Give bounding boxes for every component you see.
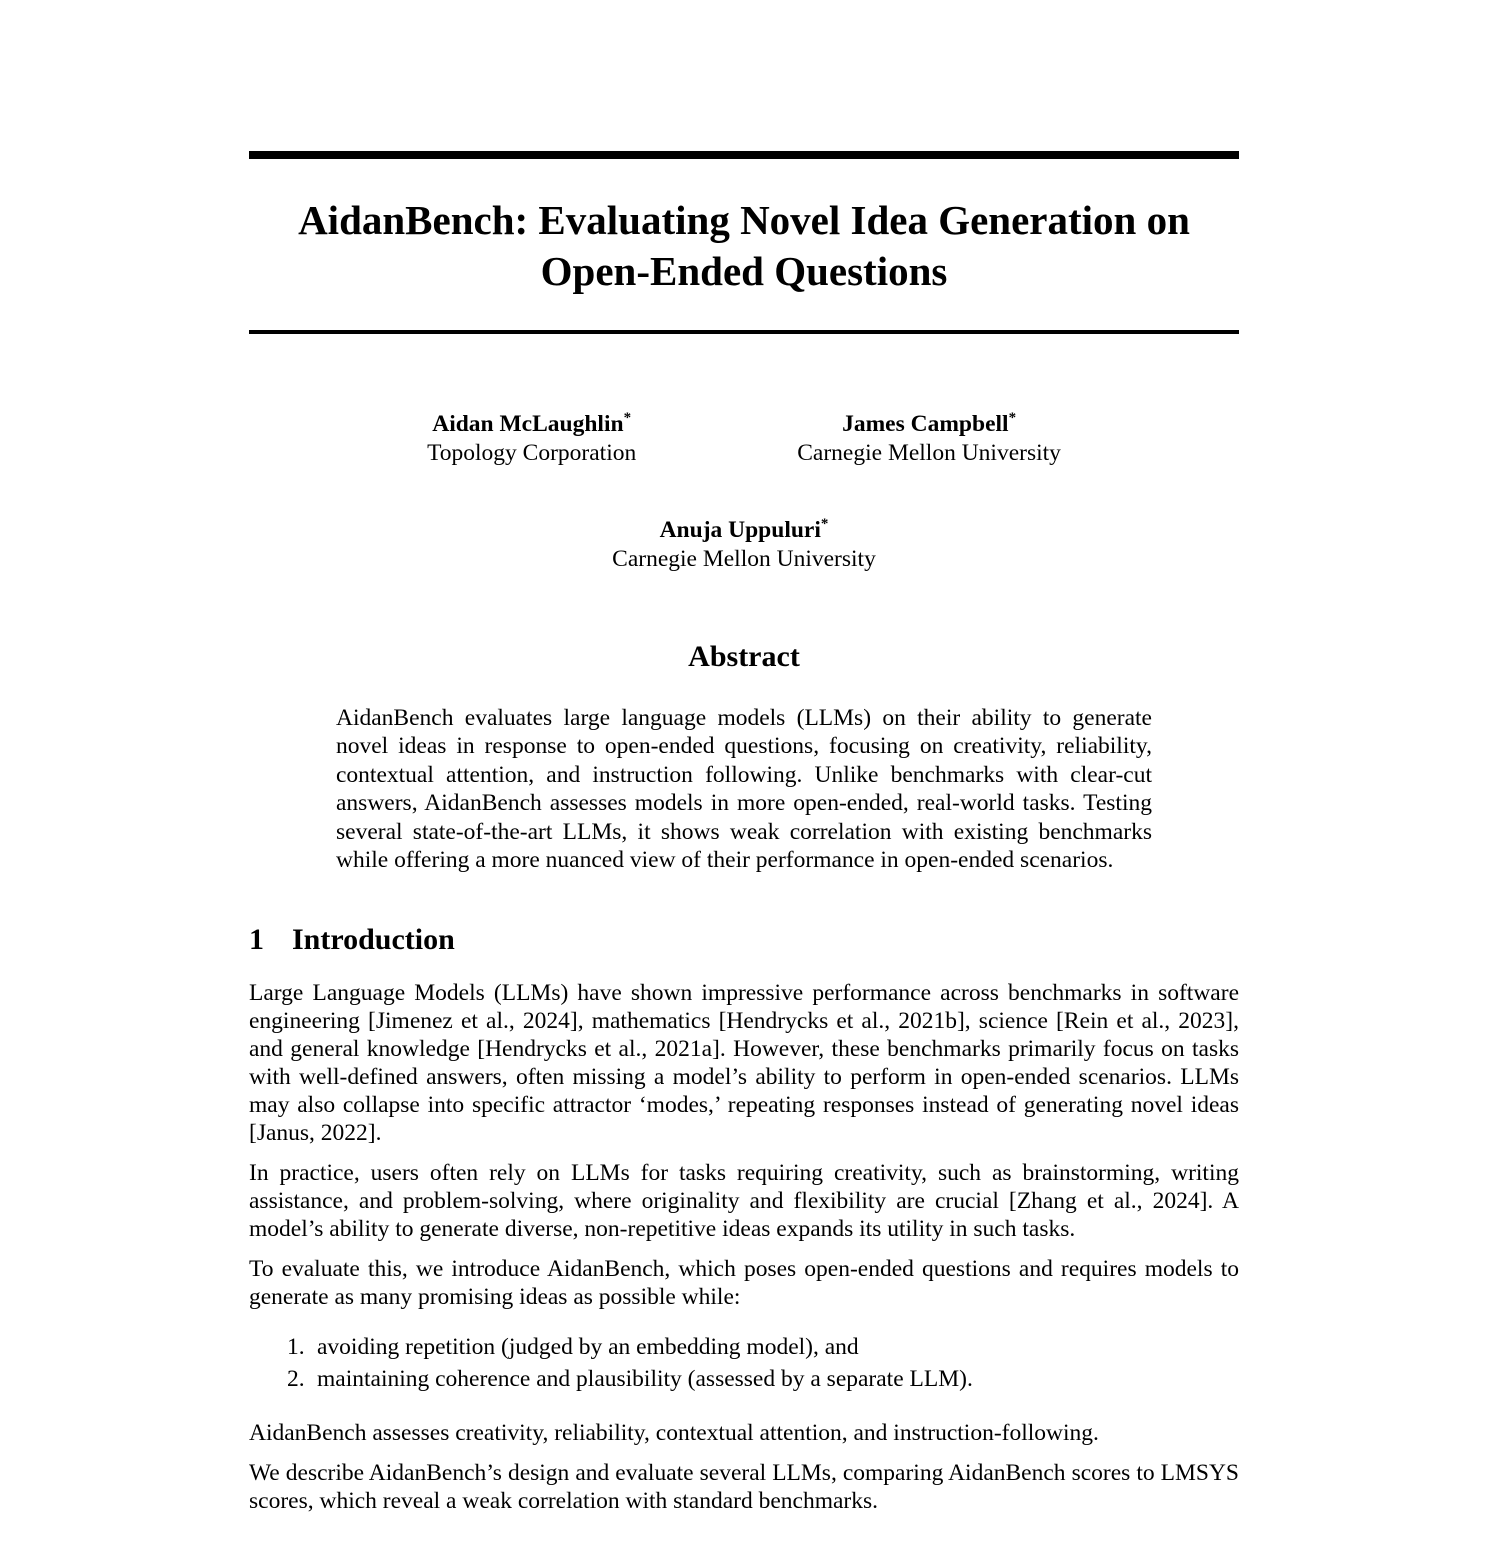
authors-row-2 (249, 510, 1239, 574)
criteria-list (249, 1333, 1239, 1393)
author-name-text: Anuja Uppuluri (659, 516, 821, 543)
list-item-number: 1. (287, 1333, 305, 1360)
title-rule-bottom (249, 330, 1239, 334)
list-item (249, 1333, 1239, 1361)
author-block-james-campbell (797, 404, 1061, 468)
paper-title (249, 195, 1239, 297)
author-name (612, 510, 876, 545)
authors-row-1 (249, 404, 1239, 468)
author-affiliation: Topology Corporation (427, 439, 637, 466)
author-footnote-mark: * (820, 515, 829, 532)
abstract-heading: Abstract (688, 639, 800, 673)
section-number: 1 (249, 922, 264, 956)
author-affiliation: Carnegie Mellon University (612, 545, 876, 572)
paper-title-line1: AidanBench: Evaluating Novel Idea Generation on (298, 197, 1190, 243)
introduction-paragraph-2: In practice, users often rely on LLMs for tasks requiring creativity, such as brainstorming, writing assistance, and problem-solving, where originality and flexibility are crucial [Zhang et al., 2024]. A model’s ability to generate diverse, non-repetitive ideas expands its utility in such tasks. (249, 1159, 1239, 1242)
introduction-paragraph-5: We describe AidanBench’s design and evaluate several LLMs, comparing AidanBench scores to LMSYS scores, which reveal a weak correlation with standard benchmarks. (249, 1459, 1239, 1514)
title-rule-top (249, 151, 1239, 159)
introduction-paragraph-1: Large Language Models (LLMs) have shown impressive performance across benchmarks in software engineering [Jimenez et al., 2024], mathematics [Hendrycks et al., 2021b], science [Rein et al., 2023], and general knowledge [Hendrycks et al., 2021a]. However, these benchmarks primarily focus on tasks with well-defined answers, often missing a model’s ability to perform in open-ended scenarios. LLMs may also collapse into specific attractor ‘modes,’ repeating responses instead of generating novel ideas [Janus, 2022]. (249, 979, 1239, 1146)
section-title: Introduction (292, 922, 455, 956)
abstract-text: AidanBench evaluates large language models (LLMs) on their ability to generate novel ideas in response to open-ended questions, focusing on creativity, reliability, contextual attention, and instruction following. Unlike benchmarks with clear-cut answers, AidanBench assesses models in more open-ended, real-world tasks. Testing several state-of-the-art LLMs, it shows weak correlation with existing benchmarks while offering a more nuanced view of their performance in open-ended scenarios. (336, 704, 1152, 874)
author-footnote-mark: * (623, 410, 632, 426)
paper-content (249, 151, 1239, 1515)
section-heading-introduction (249, 921, 1239, 959)
paper-title-line2: Open-Ended Questions (540, 248, 948, 294)
author-name-text: James Campbell (842, 410, 1009, 437)
author-block-anuja-uppuluri (612, 510, 876, 574)
introduction-paragraph-3: To evaluate this, we introduce AidanBench, which poses open-ended questions and requires models to generate as many promising ideas as possible while: (249, 1255, 1239, 1310)
list-item-number: 2. (287, 1365, 305, 1392)
author-affiliation: Carnegie Mellon University (797, 439, 1061, 466)
author-block-aidan-mclaughlin (427, 404, 636, 468)
list-item-text: maintaining coherence and plausibility (assessed by a separate LLM). (317, 1365, 973, 1392)
introduction-paragraph-4: AidanBench assesses creativity, reliability, contextual attention, and instruction-following. (249, 1419, 1099, 1446)
author-name (427, 404, 636, 439)
author-name-text: Aidan McLaughlin (432, 410, 624, 437)
list-item-text: avoiding repetition (judged by an embedding model), and (317, 1333, 859, 1360)
author-footnote-mark: * (1008, 410, 1017, 426)
list-item (249, 1365, 1239, 1393)
author-name (797, 404, 1061, 439)
